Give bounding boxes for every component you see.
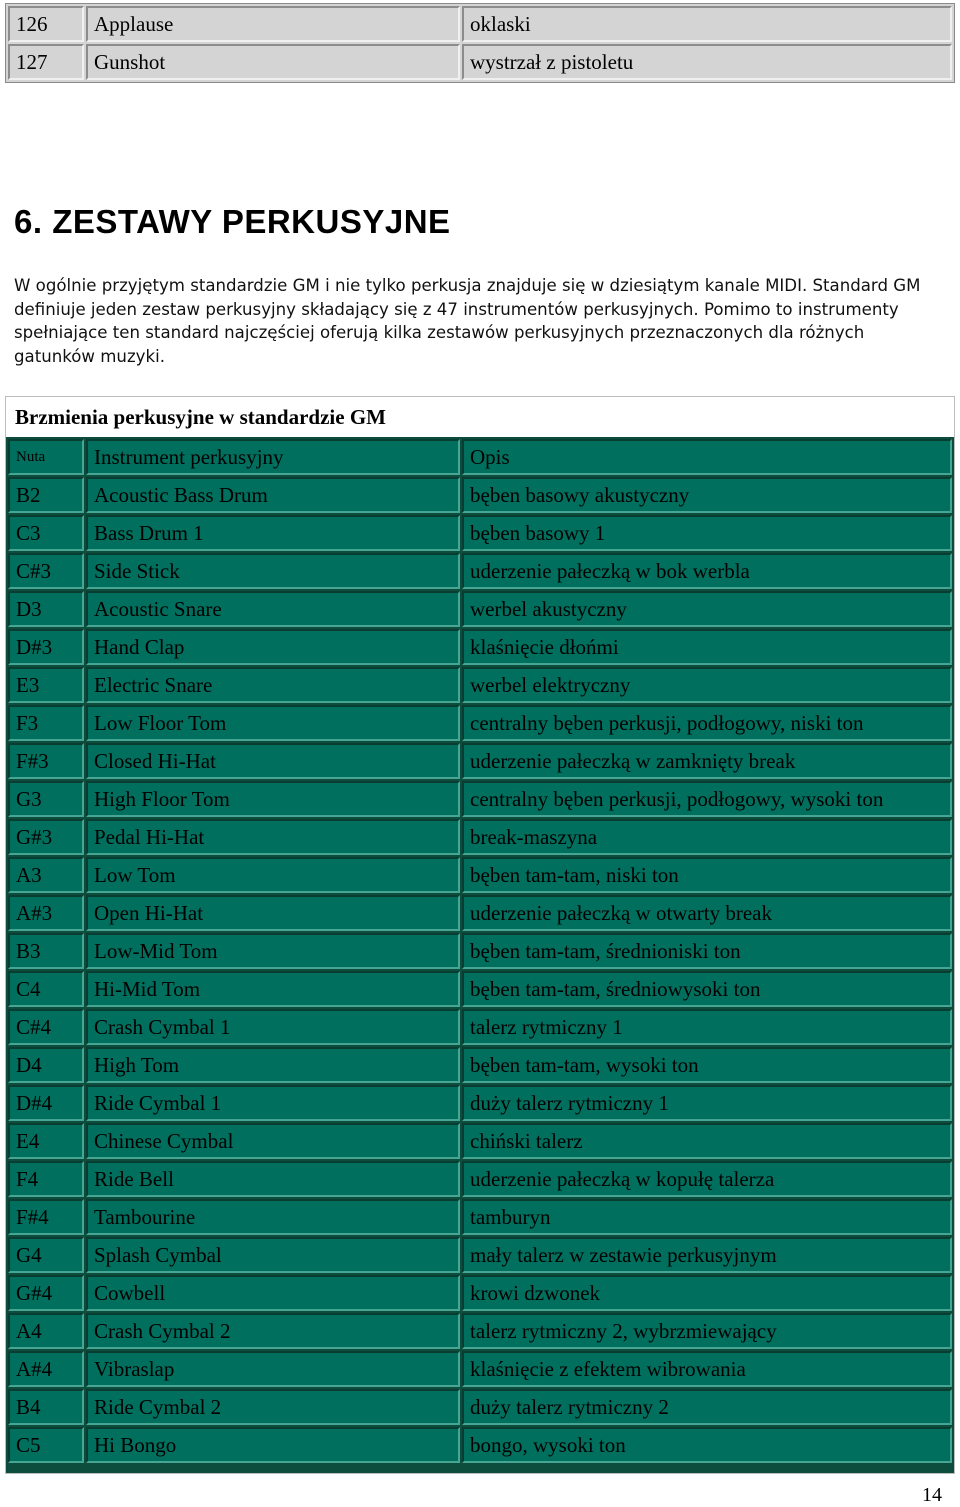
instrument-cell: High Floor Tom — [86, 781, 460, 817]
note-cell: E4 — [8, 1123, 84, 1159]
instrument-cell: Low-Mid Tom — [86, 933, 460, 969]
table-row — [8, 743, 952, 779]
description-cell: bęben tam-tam, średniowysoki ton — [462, 971, 952, 1007]
instrument-cell: Closed Hi-Hat — [86, 743, 460, 779]
note-cell: G4 — [8, 1237, 84, 1273]
note-cell: C3 — [8, 515, 84, 551]
table-row — [8, 1313, 952, 1349]
table-row — [8, 1085, 952, 1121]
description-cell: duży talerz rytmiczny 2 — [462, 1389, 952, 1425]
note-cell: A4 — [8, 1313, 84, 1349]
instrument-cell: Hand Clap — [86, 629, 460, 665]
table-row — [8, 971, 952, 1007]
instrument-table-continuation — [5, 3, 955, 83]
instrument-description-cell: wystrzał z pistoletu — [462, 44, 952, 80]
instrument-cell: Hi Bongo — [86, 1427, 460, 1463]
note-cell: D3 — [8, 591, 84, 627]
table-row — [8, 857, 952, 893]
description-cell: talerz rytmiczny 1 — [462, 1009, 952, 1045]
note-cell: A#4 — [8, 1351, 84, 1387]
instrument-cell: Bass Drum 1 — [86, 515, 460, 551]
table-row — [8, 895, 952, 931]
header-row — [8, 439, 952, 475]
description-cell: mały talerz w zestawie perkusyjnym — [462, 1237, 952, 1273]
table-row — [8, 553, 952, 589]
description-cell: bęben basowy 1 — [462, 515, 952, 551]
instrument-cell: Ride Cymbal 1 — [86, 1085, 460, 1121]
table-row — [8, 515, 952, 551]
note-cell: B2 — [8, 477, 84, 513]
table-row — [8, 1389, 952, 1425]
instrument-cell: Crash Cymbal 2 — [86, 1313, 460, 1349]
description-cell: krowi dzwonek — [462, 1275, 952, 1311]
instrument-cell: Ride Bell — [86, 1161, 460, 1197]
instrument-cell: Cowbell — [86, 1275, 460, 1311]
header-opis: Opis — [462, 439, 952, 475]
description-cell: duży talerz rytmiczny 1 — [462, 1085, 952, 1121]
percussion-grid — [6, 437, 954, 1473]
description-cell: uderzenie pałeczką w bok werbla — [462, 553, 952, 589]
instrument-cell: Crash Cymbal 1 — [86, 1009, 460, 1045]
note-cell: G#3 — [8, 819, 84, 855]
header-nuta: Nuta — [8, 439, 84, 475]
instrument-cell: Pedal Hi-Hat — [86, 819, 460, 855]
table-row — [8, 819, 952, 855]
description-cell: werbel akustyczny — [462, 591, 952, 627]
description-cell: bęben tam-tam, niski ton — [462, 857, 952, 893]
table-row — [8, 591, 952, 627]
description-cell: bęben tam-tam, średnioniski ton — [462, 933, 952, 969]
instrument-cell: Chinese Cymbal — [86, 1123, 460, 1159]
note-cell: G3 — [8, 781, 84, 817]
table-row — [8, 629, 952, 665]
description-cell: bęben tam-tam, wysoki ton — [462, 1047, 952, 1083]
instrument-cell: Splash Cymbal — [86, 1237, 460, 1273]
instrument-cell: Electric Snare — [86, 667, 460, 703]
description-cell: uderzenie pałeczką w kopułę talerza — [462, 1161, 952, 1197]
instrument-cell: Side Stick — [86, 553, 460, 589]
note-cell: C5 — [8, 1427, 84, 1463]
instrument-cell: Open Hi-Hat — [86, 895, 460, 931]
instrument-cell: Tambourine — [86, 1199, 460, 1235]
note-cell: D#4 — [8, 1085, 84, 1121]
note-cell: F#4 — [8, 1199, 84, 1235]
note-cell: B4 — [8, 1389, 84, 1425]
percussion-table — [5, 396, 955, 1474]
table-row — [8, 1047, 952, 1083]
instrument-cell: Low Floor Tom — [86, 705, 460, 741]
page-number: 14 — [922, 1484, 942, 1506]
table-row — [8, 1123, 952, 1159]
instrument-cell: High Tom — [86, 1047, 460, 1083]
note-cell: F#3 — [8, 743, 84, 779]
program-number-cell: 127 — [8, 44, 84, 80]
header-instrument: Instrument perkusyjny — [86, 439, 460, 475]
description-cell: bongo, wysoki ton — [462, 1427, 952, 1463]
note-cell: F3 — [8, 705, 84, 741]
description-cell: klaśnięcie z efektem wibrowania — [462, 1351, 952, 1387]
table-row — [8, 1161, 952, 1197]
table-row — [8, 705, 952, 741]
table-row — [8, 1427, 952, 1463]
note-cell: D#3 — [8, 629, 84, 665]
table-row — [8, 667, 952, 703]
instrument-cell: Low Tom — [86, 857, 460, 893]
description-cell: centralny bęben perkusji, podłogowy, niski ton — [462, 705, 952, 741]
note-cell: C#4 — [8, 1009, 84, 1045]
note-cell: C#3 — [8, 553, 84, 589]
note-cell: A#3 — [8, 895, 84, 931]
table-caption: Brzmienia perkusyjne w standardzie GM — [6, 397, 954, 437]
description-cell: uderzenie pałeczką w zamknięty break — [462, 743, 952, 779]
table-row — [8, 1199, 952, 1235]
description-cell: tamburyn — [462, 1199, 952, 1235]
description-cell: talerz rytmiczny 2, wybrzmiewający — [462, 1313, 952, 1349]
instrument-cell: Acoustic Bass Drum — [86, 477, 460, 513]
note-cell: G#4 — [8, 1275, 84, 1311]
description-cell: uderzenie pałeczką w otwarty break — [462, 895, 952, 931]
instrument-description-cell: oklaski — [462, 6, 952, 42]
note-cell: B3 — [8, 933, 84, 969]
note-cell: E3 — [8, 667, 84, 703]
table-row — [8, 44, 952, 80]
instrument-cell: Vibraslap — [86, 1351, 460, 1387]
note-cell: A3 — [8, 857, 84, 893]
instrument-cell: Ride Cymbal 2 — [86, 1389, 460, 1425]
instrument-cell: Acoustic Snare — [86, 591, 460, 627]
description-cell: chiński talerz — [462, 1123, 952, 1159]
note-cell: F4 — [8, 1161, 84, 1197]
table-row — [8, 1009, 952, 1045]
note-cell: D4 — [8, 1047, 84, 1083]
table-row — [8, 6, 952, 42]
table-row — [8, 1275, 952, 1311]
intro-paragraph: W ogólnie przyjętym standardzie GM i nie tylko perkusja znajduje się w dziesiątym kanale MIDI. Standard GM definiuje jeden zestaw perkusyjny składający się z 47 instrumentów perkusyjnych. Pomimo to instrumenty spełniające ten standard najczęściej oferują kilka zestawów perkusyjnych przeznaczonych dla różnych gatunków muzyki. — [14, 276, 921, 366]
section-heading: 6. ZESTAWY PERKUSYJNE — [14, 203, 451, 240]
description-cell: bęben basowy akustyczny — [462, 477, 952, 513]
table-row — [8, 1237, 952, 1273]
instrument-name-cell: Gunshot — [86, 44, 460, 80]
table-row — [8, 477, 952, 513]
description-cell: klaśnięcie dłońmi — [462, 629, 952, 665]
program-number-cell: 126 — [8, 6, 84, 42]
description-cell: break-maszyna — [462, 819, 952, 855]
note-cell: C4 — [8, 971, 84, 1007]
instrument-name-cell: Applause — [86, 6, 460, 42]
instrument-cell: Hi-Mid Tom — [86, 971, 460, 1007]
table-row — [8, 781, 952, 817]
description-cell: werbel elektryczny — [462, 667, 952, 703]
table-row — [8, 1351, 952, 1387]
table-row — [8, 933, 952, 969]
description-cell: centralny bęben perkusji, podłogowy, wysoki ton — [462, 781, 952, 817]
